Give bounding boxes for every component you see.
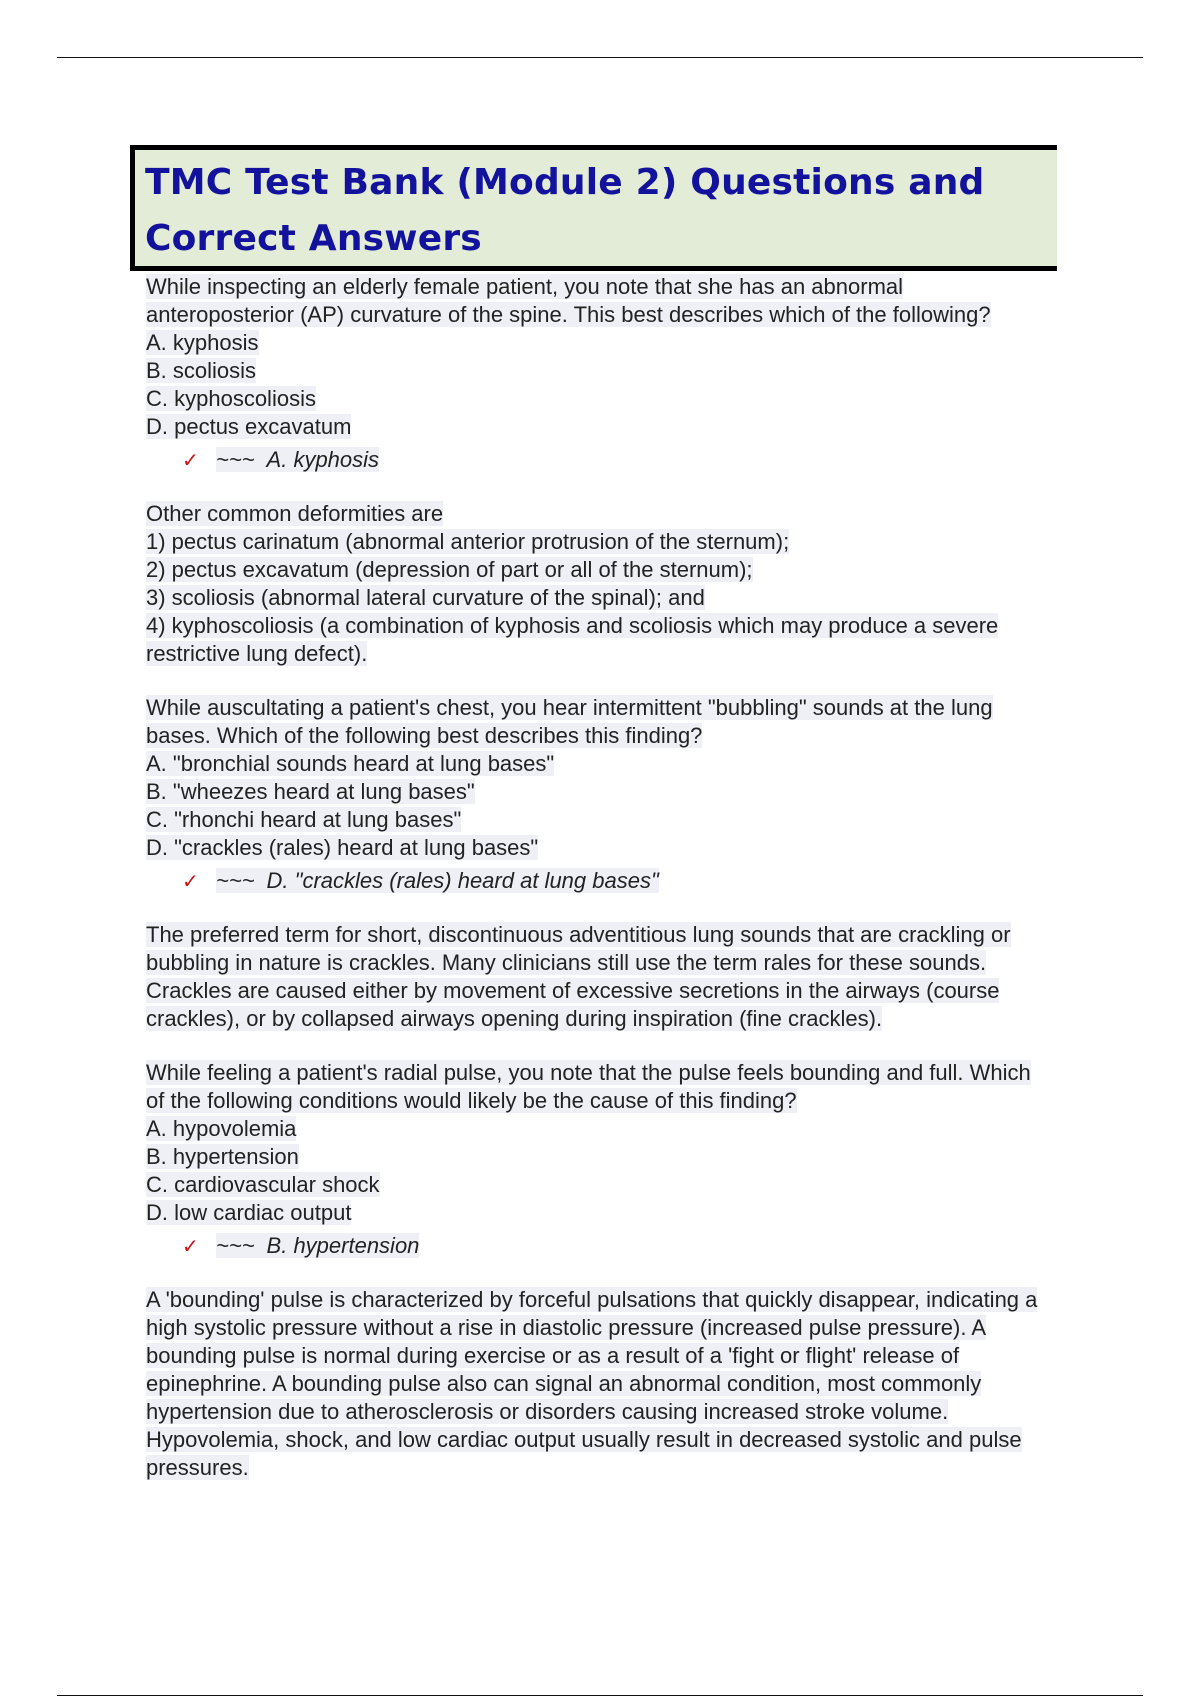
answer-prefix: ~~~ [216,447,255,472]
explanation-text: A 'bounding' pulse is characterized by forceful pulsations that quickly disappear, indicating a high systolic pressure without a rise in diastolic pressure (increased pulse pressure). A bounding pulse is normal during exercise or as a result of a 'fight or flight' release of epinephrine. A bounding pulse also can signal an abnormal condition, most commonly hypertension due to atherosclerosis or disorders causing increased stroke volume. Hypovolemia, shock, and low cardiac output usually result in decreased systolic and pulse pressures. [146,1287,1038,1480]
answer-prefix: ~~~ [216,868,255,893]
option-d: D. low cardiac output [146,1200,352,1225]
explanation-item: 3) scoliosis (abnormal lateral curvature of the spinal); and [146,585,705,610]
explanation-2 [146,921,1046,1033]
explanation-item: 4) kyphoscoliosis (a combination of kyphosis and scoliosis which may produce a severe restrictive lung defect). [146,613,999,666]
question-2 [146,694,1046,895]
explanation-item: 1) pectus carinatum (abnormal anterior protrusion of the sternum); [146,529,790,554]
checkmark-icon: ✓ [182,871,199,893]
answer-text: B. hypertension [266,1233,420,1258]
explanation-text: The preferred term for short, discontinuous adventitious lung sounds that are crackling or bubbling in nature is crackles. Many clinicians still use the term rales for these sounds. Crackles are caused either by movement of excessive secretions in the airways (course crackles), or by collapsed airways opening during inspiration (fine crackles). [146,922,1011,1031]
explanation-intro: Other common deformities are [146,501,444,526]
option-c: C. kyphoscoliosis [146,386,316,411]
option-a: A. hypovolemia [146,1116,297,1141]
question-text: While auscultating a patient's chest, you hear intermittent "bubbling" sounds at the lung bases. Which of the following best describes this finding? [146,695,993,748]
correct-answer [182,867,1046,895]
answer-text: D. "crackles (rales) heard at lung bases" [266,868,659,893]
answer-text: A. kyphosis [266,447,380,472]
question-text: While inspecting an elderly female patient, you note that she has an abnormal anteroposterior (AP) curvature of the spine. This best describes which of the following? [146,274,991,327]
explanation-item: 2) pectus excavatum (depression of part or all of the sternum); [146,557,753,582]
option-a: A. kyphosis [146,330,259,355]
header-rule [57,57,1143,58]
option-b: B. scoliosis [146,358,257,383]
checkmark-icon: ✓ [182,1236,199,1258]
question-1 [146,273,1046,474]
question-text: While feeling a patient's radial pulse, you note that the pulse feels bounding and full. Which of the following conditions would likely be the cause of this finding? [146,1060,1031,1113]
explanation-1 [146,500,1046,668]
option-c: C. cardiovascular shock [146,1172,380,1197]
explanation-3 [146,1286,1046,1482]
document-body [146,273,1046,1482]
document-title: TMC Test Bank (Module 2) Questions and Correct Answers [145,162,985,259]
answer-prefix: ~~~ [216,1233,255,1258]
option-b: B. hypertension [146,1144,299,1169]
option-d: D. pectus excavatum [146,414,352,439]
footer-rule [57,1695,1143,1696]
option-c: C. "rhonchi heard at lung bases" [146,807,462,832]
correct-answer [182,1232,1046,1260]
option-b: B. "wheezes heard at lung bases" [146,779,475,804]
title-box [130,145,1057,271]
question-3 [146,1059,1046,1260]
correct-answer [182,446,1046,474]
option-d: D. "crackles (rales) heard at lung bases" [146,835,539,860]
option-a: A. "bronchial sounds heard at lung bases" [146,751,555,776]
checkmark-icon: ✓ [182,450,199,472]
